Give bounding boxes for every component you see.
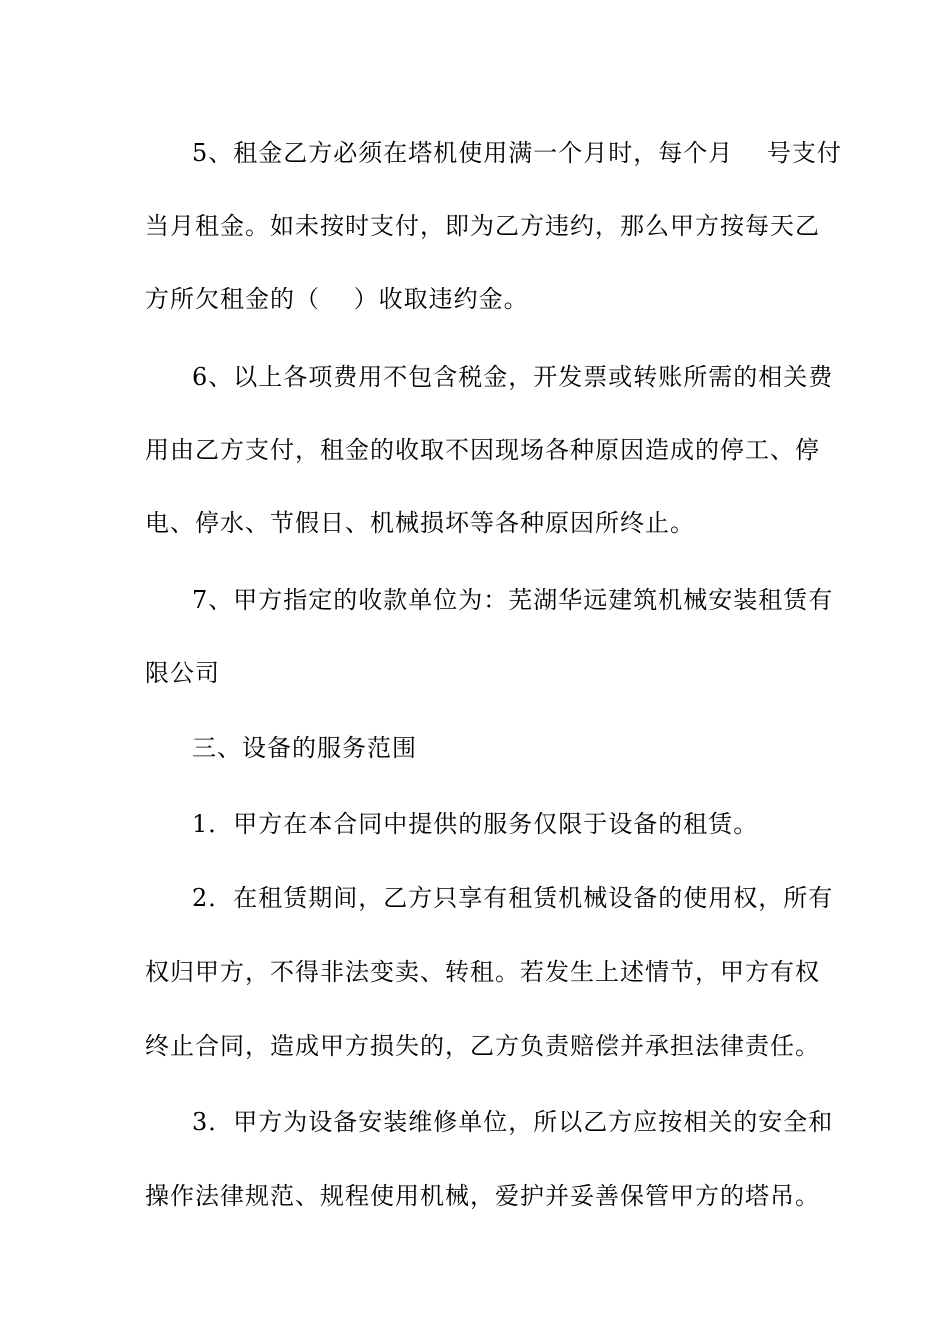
section-heading: 三、设备的服务范围: [192, 734, 417, 762]
clause-2-line-2: 权归甲方，不得非法变卖、转租。若发生上述情节，甲方有权: [145, 958, 820, 986]
paragraph-5-line-1: 5、租金乙方必须在塔机使用满一个月时，每个月 号支付: [192, 139, 842, 167]
clause-2-line-1: 2．在租赁期间，乙方只享有租赁机械设备的使用权，所有: [192, 884, 834, 912]
clause-2-line-3: 终止合同，造成甲方损失的，乙方负责赔偿并承担法律责任。: [145, 1032, 820, 1060]
clause-3-line-1: 3．甲方为设备安装维修单位，所以乙方应按相关的安全和: [192, 1108, 834, 1136]
paragraph-6-line-1: 6、以上各项费用不包含税金，开发票或转账所需的相关费: [192, 363, 834, 391]
paragraph-5-line-3: 方所欠租金的（ ）收取违约金。: [145, 285, 529, 313]
clause-1: 1．甲方在本合同中提供的服务仅限于设备的租赁。: [192, 810, 759, 838]
clause-3-line-2: 操作法律规范、规程使用机械，爱护并妥善保管甲方的塔吊。: [145, 1182, 820, 1210]
paragraph-6-line-2: 用由乙方支付，租金的收取不因现场各种原因造成的停工、停: [145, 436, 820, 464]
paragraph-7-line-2: 限公司: [145, 659, 220, 687]
paragraph-6-line-3: 电、停水、节假日、机械损坏等各种原因所终止。: [145, 509, 695, 537]
paragraph-7-line-1: 7、甲方指定的收款单位为：芜湖华远建筑机械安装租赁有: [192, 586, 834, 614]
paragraph-5-line-2: 当月租金。如未按时支付，即为乙方违约，那么甲方按每天乙: [145, 212, 820, 240]
